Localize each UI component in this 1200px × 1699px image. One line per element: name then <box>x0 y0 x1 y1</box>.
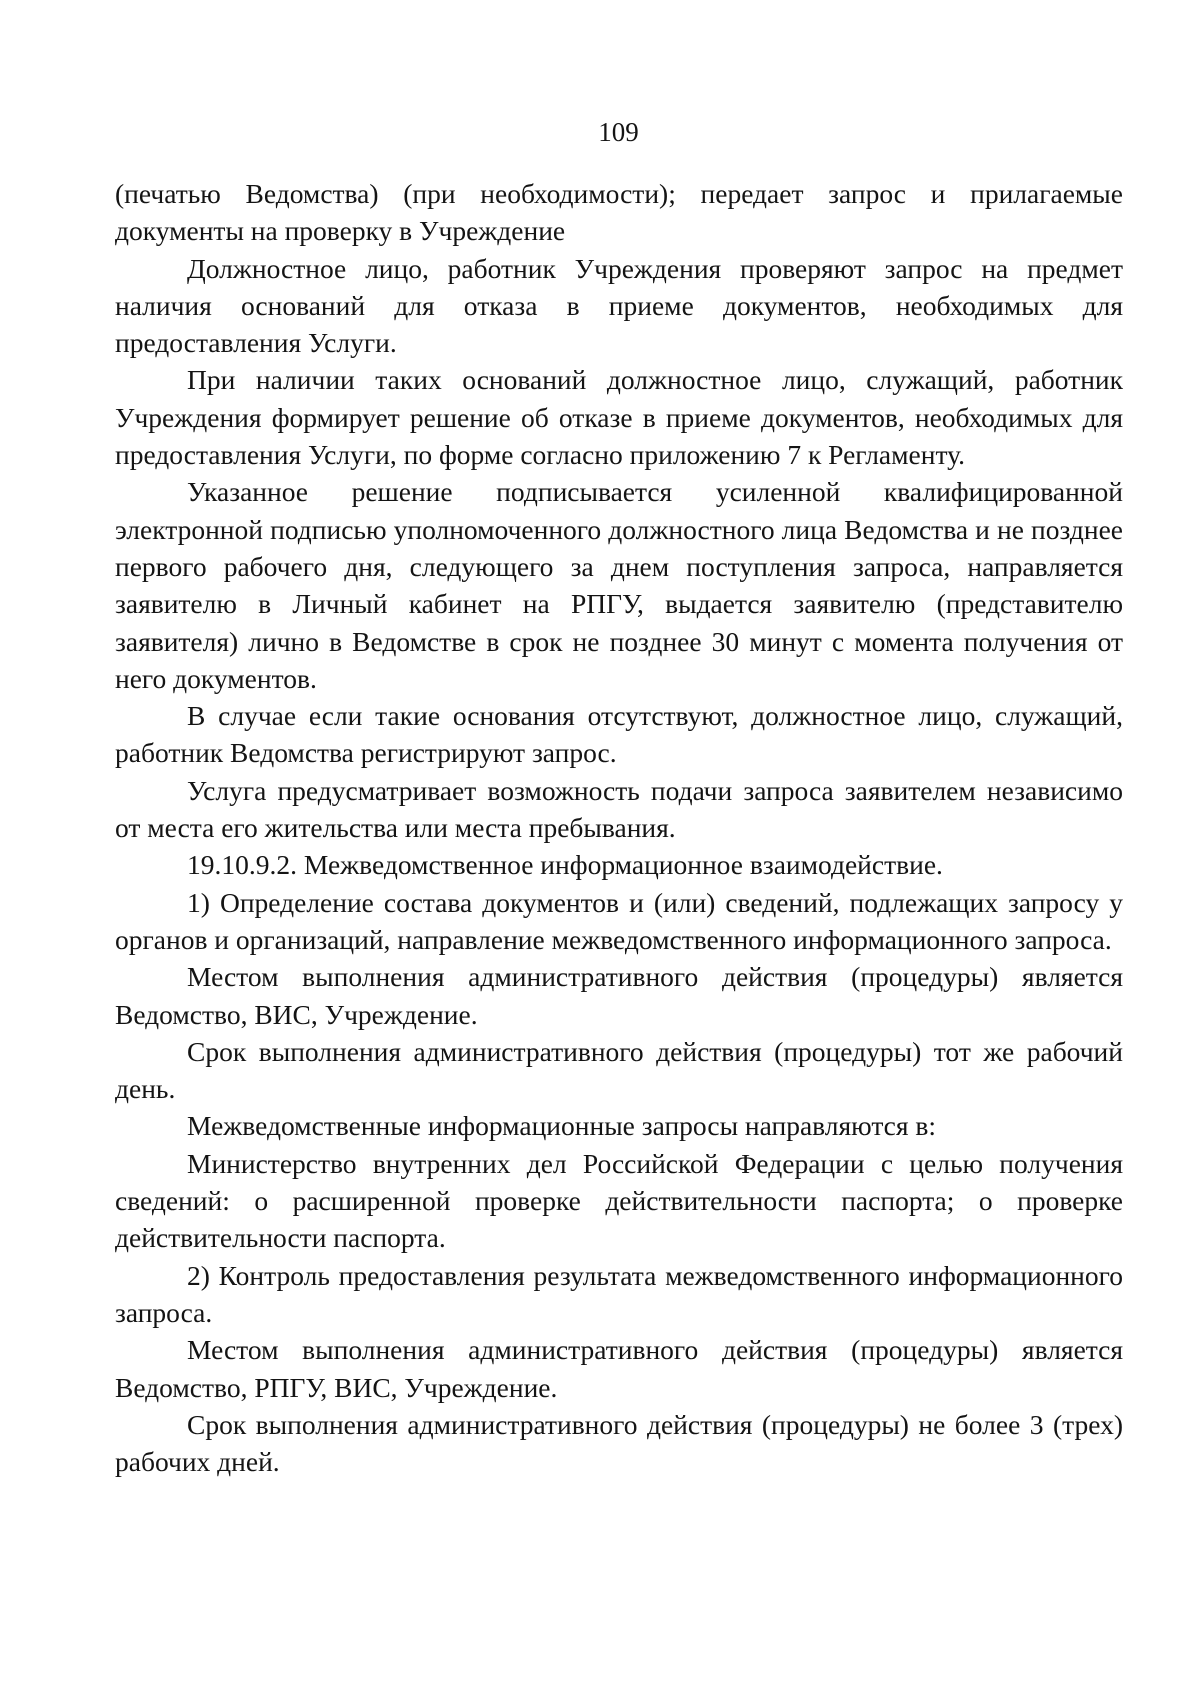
section-heading-19-10-9-2: 19.10.9.2. Межведомственное информационное взаимодействие. <box>187 849 943 881</box>
paragraph-9: Местом выполнения административного действия (процедуры) является Ведомство, ВИС, Учреждение. <box>115 961 1123 1030</box>
paragraph-3: При наличии таких оснований должностное лицо, служащий, работник Учреждения формирует решение об отказе в приеме документов, необходимых для предоставления Услуги, по форме согласно приложению 7 к Регламенту. <box>115 364 1123 471</box>
paragraph-11: Межведомственные информационные запросы направляются в: <box>187 1110 937 1142</box>
paragraph-1: (печатью Ведомства) (при необходимости); передает запрос и прилагаемые документы на проверку в Учреждение <box>115 178 1123 247</box>
paragraph-8: 1) Определение состава документов и (или) сведений, подлежащих запросу у органов и организаций, направление межведомственного информационного запроса. <box>115 886 1123 955</box>
page-number: 109 <box>598 117 639 147</box>
paragraph-6: Услуга предусматривает возможность подачи запроса заявителем независимо от места его жительства или места пребывания. <box>115 774 1123 844</box>
paragraph-10: Срок выполнения административного действия (процедуры) тот же рабочий день. <box>115 1035 1123 1105</box>
paragraph-2: Должностное лицо, работник Учреждения проверяют запрос на предмет наличия оснований для отказа в приеме документов, необходимых для предоставления Услуги. <box>115 252 1123 359</box>
paragraph-4: Указанное решение подписывается усиленной квалифицированной электронной подписью уполномоченного должностного лица Ведомства и не позднее первого рабочего дня, следующего за днем поступления запроса, направляется заявителю в Личный кабинет на РПГУ, выдается заявителю (представителю заявителя) лично в Ведомстве в срок не позднее 30 минут с момента получения от него документов. <box>115 476 1123 694</box>
paragraph-13: 2) Контроль предоставления результата межведомственного информационного запроса. <box>115 1259 1123 1328</box>
paragraph-12: Министерство внутренних дел Российской Федерации с целью получения сведений: о расширенной проверке действительности паспорта; о проверке действительности паспорта. <box>115 1147 1123 1254</box>
paragraph-14: Местом выполнения административного действия (процедуры) является Ведомство, РПГУ, ВИС, Учреждение. <box>115 1334 1123 1403</box>
document-body <box>115 175 1123 1480</box>
paragraph-15: Срок выполнения административного действия (процедуры) не более 3 (трех) рабочих дней. <box>115 1408 1123 1478</box>
paragraph-5: В случае если такие основания отсутствуют, должностное лицо, служащий, работник Ведомства регистрируют запрос. <box>115 700 1123 769</box>
